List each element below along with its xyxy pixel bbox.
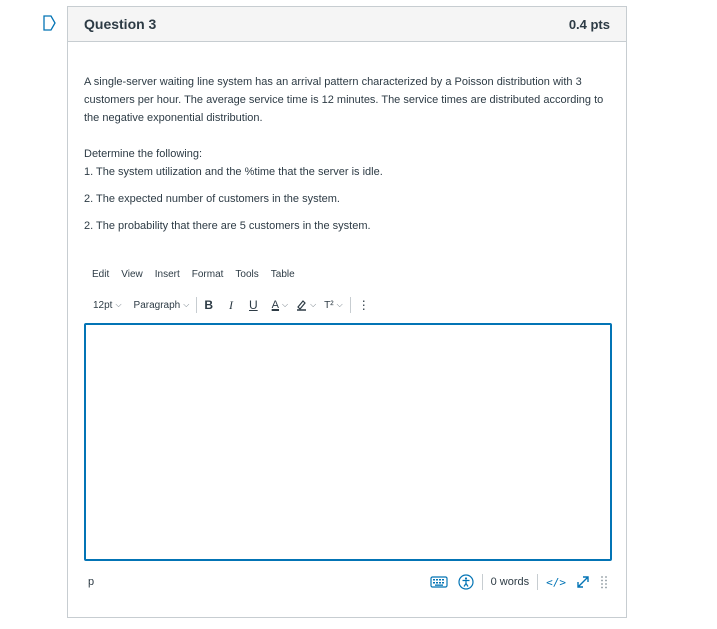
- bold-button[interactable]: B: [204, 298, 213, 312]
- menu-table[interactable]: Table: [270, 269, 295, 280]
- html-editor-toggle[interactable]: </>: [546, 575, 566, 589]
- question-title: Question 3: [84, 16, 157, 32]
- toolbar-divider: [350, 297, 351, 313]
- more-options-button[interactable]: ⋮: [357, 298, 370, 312]
- determine-label: Determine the following:: [84, 148, 203, 160]
- highlighter-icon: [296, 299, 307, 311]
- question-item-2: 2. The expected number of customers in the system.: [84, 193, 340, 205]
- question-header: [68, 7, 626, 42]
- menu-tools[interactable]: Tools: [235, 269, 259, 280]
- font-size-value: 12pt: [93, 299, 113, 311]
- question-item-1: 1. The system utilization and the %time that the server is idle.: [84, 166, 383, 178]
- keyboard-icon[interactable]: [430, 575, 448, 589]
- highlight-color-button[interactable]: [296, 299, 316, 311]
- menu-insert[interactable]: Insert: [154, 269, 180, 280]
- text-color-icon: A: [271, 299, 280, 311]
- font-size-select[interactable]: [93, 300, 122, 311]
- fullscreen-icon[interactable]: [576, 575, 590, 589]
- chevron-down-icon: ⌵: [115, 300, 122, 309]
- editor-toolbar: [93, 297, 370, 313]
- word-count: 0 words: [490, 576, 530, 588]
- menu-view[interactable]: View: [121, 269, 143, 280]
- element-path[interactable]: p: [88, 576, 95, 588]
- text-color-button[interactable]: [272, 299, 288, 311]
- chevron-down-icon: ⌵: [310, 300, 317, 309]
- menu-format[interactable]: Format: [191, 269, 224, 280]
- editor-statusbar: [88, 573, 608, 591]
- superscript-icon: T²: [324, 299, 334, 311]
- chevron-down-icon: ⌵: [183, 300, 190, 309]
- rich-text-editor[interactable]: [84, 323, 612, 561]
- question-item-3: 2. The probability that there are 5 customers in the system.: [84, 220, 371, 232]
- editor-menubar: [92, 269, 307, 280]
- block-format-value: Paragraph: [133, 299, 181, 311]
- question-card: [67, 6, 627, 618]
- accessibility-icon[interactable]: [458, 574, 474, 590]
- question-paragraph: A single-server waiting line system has an arrival pattern characterized by a Poisson distribution with 3 customers per hour. The average service time is 12 minutes. The service times are distributed according to the negative exponential distribution.: [84, 76, 604, 124]
- flag-question-icon[interactable]: [41, 14, 58, 32]
- statusbar-divider: [482, 574, 483, 590]
- menu-edit[interactable]: Edit: [92, 269, 110, 280]
- resize-handle-icon[interactable]: [600, 575, 608, 589]
- question-points: 0.4 pts: [568, 16, 610, 32]
- toolbar-divider: [196, 297, 197, 313]
- chevron-down-icon: ⌵: [282, 300, 289, 309]
- chevron-down-icon: ⌵: [336, 300, 343, 309]
- block-format-select[interactable]: [134, 300, 190, 311]
- statusbar-divider: [537, 574, 538, 590]
- italic-button[interactable]: I: [229, 297, 233, 312]
- superscript-button[interactable]: [324, 300, 343, 311]
- statusbar-tools: [430, 574, 608, 590]
- question-text: [84, 73, 614, 244]
- underline-button[interactable]: U: [249, 298, 258, 312]
